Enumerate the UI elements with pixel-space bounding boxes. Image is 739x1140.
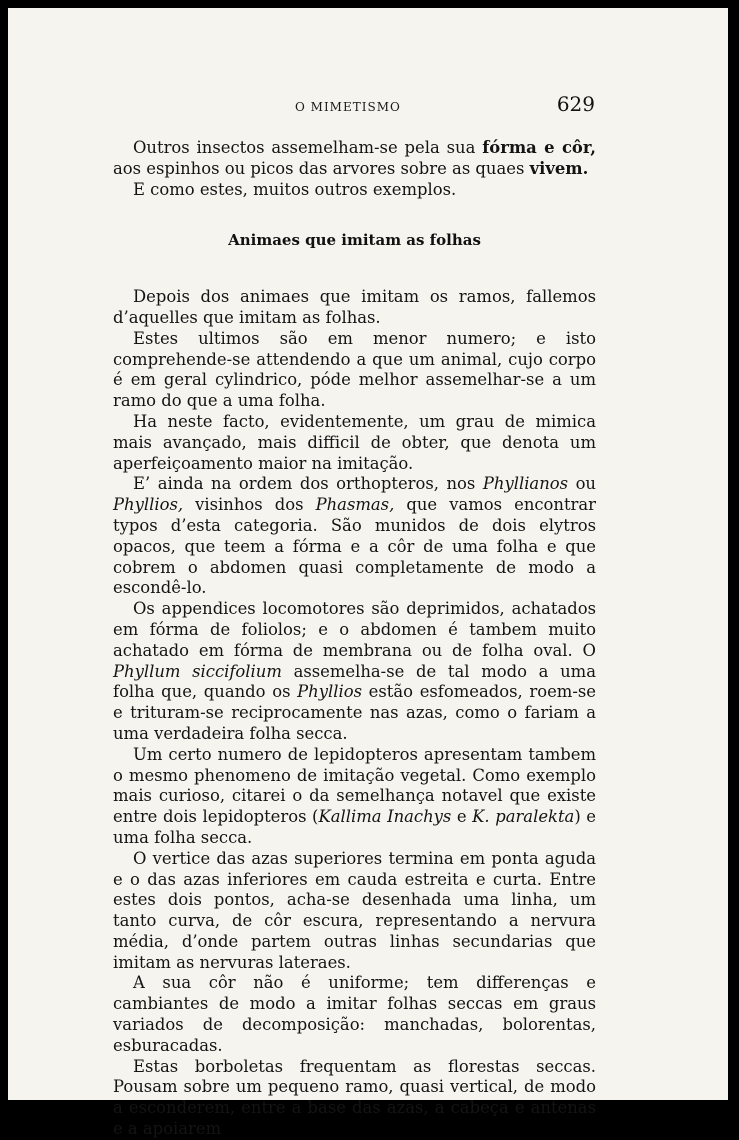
italic-term: K. paralekta <box>472 807 575 827</box>
paragraph-7: O vertice das azas superiores termina em ponta aguda e o das azas inferiores em cauda estreita e curta. Entre estes dois pontos, acha-se desenhada uma linha, um tanto curva, de côr escura, representando a nervura média, d’onde partem outras linhas secundarias que imitam as nervuras lateraes. <box>113 848 596 972</box>
bold-word: vivem. <box>529 158 589 178</box>
italic-term: Phyllios <box>297 682 363 702</box>
italic-term: Phyllum siccifolium <box>113 661 282 681</box>
paragraph-examples: E como estes, muitos outros exemplos. <box>133 179 457 199</box>
paragraph-5: Os appendices locomotores são deprimidos, achatados em fórma de foliolos; e o abdomen é tambem muito achatado em fórma de membrana ou de folha oval. O Phyllum siccifolium assemelha-se de tal modo a uma folha que, quando os Phyllios estão esfomeados, roem-se e trituram-se reciprocamente nas azas, como o fariam a uma verdadeira folha secca. <box>113 599 596 743</box>
bold-phrase: fórma e côr, <box>482 138 597 157</box>
paragraph-2: Estes ultimos são em menor numero; e isto comprehende-se attendendo a que um animal, cujo corpo é em geral cylindrico, póde melhor assemelhar-se a um ramo do que a uma folha. <box>113 328 596 411</box>
paragraph-8: A sua côr não é uniforme; tem differenças e cambiantes de modo a imitar folhas seccas em graus variados de decomposição: manchadas, bolorentas, esburacadas. <box>113 973 596 1055</box>
italic-term: Phasmas, <box>315 495 395 515</box>
page-number: 629 <box>556 92 595 116</box>
paragraph-9: Estas borboletas frequentam as florestas seccas. Pousam sobre um pequeno ramo, quasi vertical, de modo a esconderem, entre a base das azas, a cabeça e antenas e a apoiarem <box>113 1056 596 1139</box>
running-head <box>115 92 595 120</box>
italic-term: Phyllianos <box>482 474 569 494</box>
italic-term: Kallima Inachys <box>318 807 452 827</box>
paragraph-6: Um certo numero de lepidopteros apresentam tambem o mesmo phenomeno de imitação vegetal. Como exemplo mais curioso, citarei o da semelhança notavel que existe entre dois lepidopteros (Kallima Inachys e K. paralekta) e uma folha secca. <box>113 744 596 847</box>
paragraph-4: E’ ainda na ordem dos orthopteros, nos Phyllianos ou Phyllios, visinhos dos Phasmas, que vamos encontrar typos d’esta categoria. São munidos de dois elytros opacos, que teem a fórma e a côr de uma folha e que cobrem o abdomen quasi completamente de modo a escondê-lo. <box>113 474 597 598</box>
paragraph-3: Ha neste facto, evidentemente, um grau de mimica mais avançado, mais difficil de obter, que denota um aperfeiçoamento maior na imitação. <box>113 411 596 473</box>
running-title: O MIMETISMO <box>295 100 401 114</box>
section-heading: Animaes que imitam as folhas <box>228 231 481 250</box>
book-page <box>8 8 728 1139</box>
italic-term: Phyllios, <box>113 495 184 515</box>
paragraph-intro: Outros insectos assemelham-se pela sua fórma e côr, aos espinhos ou picos das arvores sobre as quaes vivem. <box>113 138 597 178</box>
paragraph-1: Depois dos animaes que imitam os ramos, fallemos d’aquelles que imitam as folhas. <box>113 287 596 327</box>
page-body <box>113 138 596 1140</box>
